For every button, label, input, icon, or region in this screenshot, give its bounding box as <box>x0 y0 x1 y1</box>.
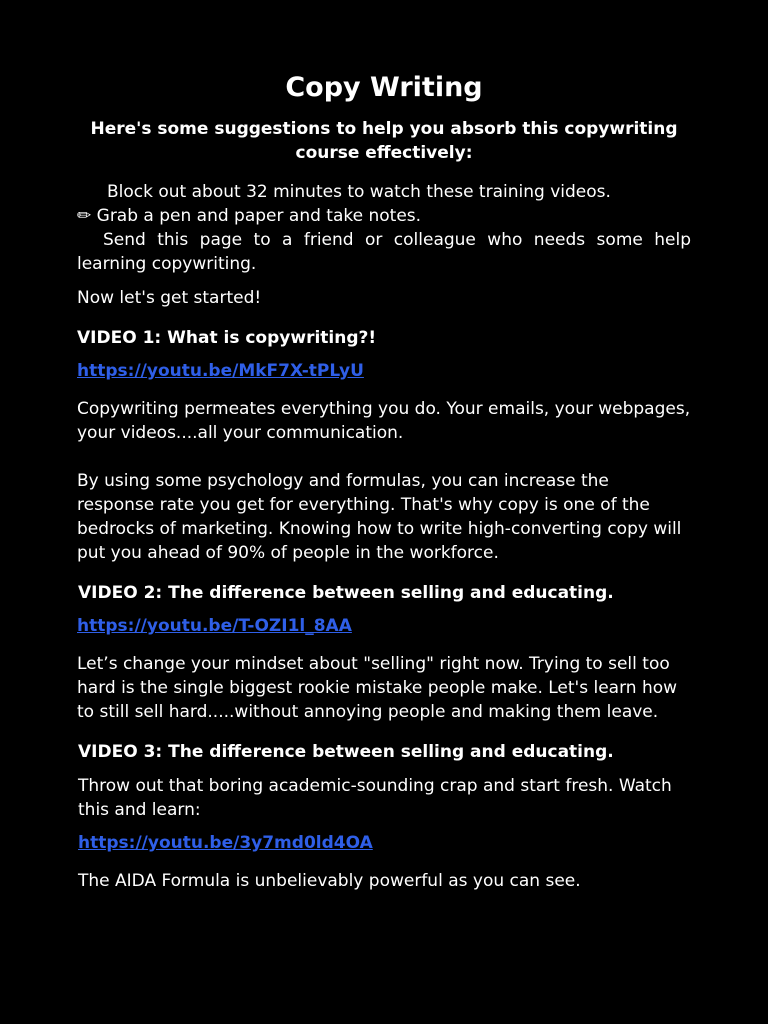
video-2-paragraph-1: Let’s change your mindset about "selling" right now. Trying to sell too hard is the single biggest rookie mistake people make. Let's learn how to still sell hard.....without annoying people and making them leave. <box>77 654 678 722</box>
intro-text: Now let's get started! <box>77 288 262 308</box>
document-page <box>77 68 691 893</box>
video-2-title: VIDEO 2: The difference between selling and educating. <box>78 583 614 603</box>
video-3-intro: Throw out that boring academic-sounding crap and start fresh. Watch this and learn: <box>78 776 672 820</box>
video-3-link[interactable]: https://youtu.be/3y7md0ld4OA <box>78 833 373 853</box>
video-3-title: VIDEO 3: The difference between selling and educating. <box>78 742 614 762</box>
video-1-title: VIDEO 1: What is copywriting?! <box>77 328 377 348</box>
page-subtitle: Here's some suggestions to help you absorb this copywriting course effectively: <box>90 119 678 163</box>
video-3-paragraph-1: The AIDA Formula is unbelievably powerful as you can see. <box>78 871 581 891</box>
page-title: Copy Writing <box>285 72 483 103</box>
video-1-paragraph-1: Copywriting permeates everything you do. Your emails, your webpages, your videos....all your communication. <box>77 399 691 443</box>
tip-watch-videos: Block out about 32 minutes to watch these training videos. <box>107 182 611 202</box>
tip-take-notes: ✏ Grab a pen and paper and take notes. <box>77 206 422 226</box>
video-2-link[interactable]: https://youtu.be/T-OZI1l_8AA <box>77 616 352 636</box>
tips-list <box>77 180 691 276</box>
video-1-paragraph-2: By using some psychology and formulas, you can increase the response rate you get for everything. That's why copy is one of the bedrocks of marketing. Knowing how to write high-converting copy will put you ahead of 90% of people in the workforce. <box>77 471 682 563</box>
tip-share-page: Send this page to a friend or colleague who needs some help learning copywriting. <box>77 230 691 274</box>
video-1-link[interactable]: https://youtu.be/MkF7X-tPLyU <box>77 361 364 381</box>
